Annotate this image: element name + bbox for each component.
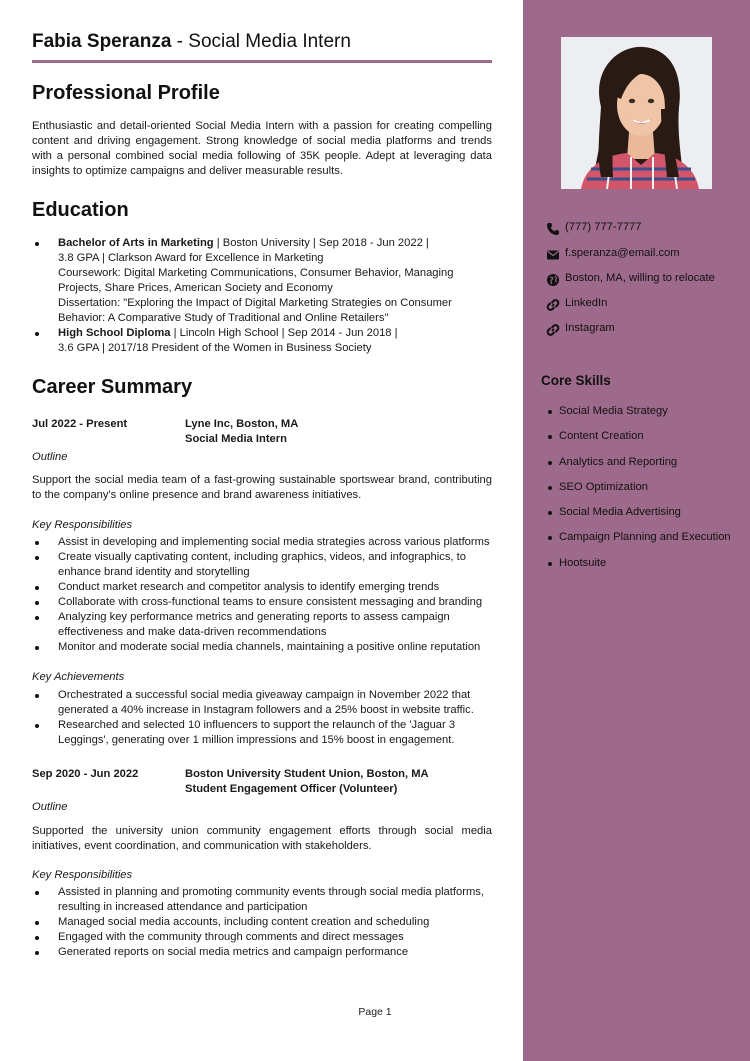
candidate-name: Fabia Speranza — [32, 31, 172, 52]
resume-header — [32, 31, 492, 53]
degree-details: | Boston University | Sep 2018 - Jun 2022 | — [213, 237, 429, 249]
list-item: Analyzing key performance metrics and generating reports to assess campaign effectiveness and make data-driven recommendations — [32, 610, 492, 640]
job-organization: Lyne Inc, Boston, MA — [185, 418, 299, 430]
location-text: Boston, MA, willing to relocate — [565, 272, 715, 284]
education-item — [32, 326, 492, 356]
contact-instagram — [546, 322, 736, 338]
skill-item: Social Media Strategy — [541, 404, 741, 429]
career-heading: Career Summary — [32, 376, 193, 398]
header-divider — [32, 60, 492, 63]
degree-details: | Lincoln High School | Sep 2014 - Jun 2018 | — [170, 327, 398, 339]
skill-item: Hootsuite — [541, 556, 741, 581]
job-outline: Supported the university union community engagement efforts through social media initiatives, event coordination, and communication with stakeholders. — [32, 825, 492, 852]
phone-icon — [546, 222, 560, 236]
skill-item: SEO Optimization — [541, 480, 741, 505]
job-header — [32, 767, 492, 797]
profile-photo-illustration — [561, 37, 712, 189]
job-organization: Boston University Student Union, Boston, MA — [185, 768, 429, 780]
envelope-icon — [546, 248, 560, 262]
education-heading: Education — [32, 199, 129, 221]
skill-item: Campaign Planning and Execution — [541, 530, 741, 555]
profile-photo — [561, 37, 712, 189]
education-list — [32, 236, 492, 356]
list-item: Generated reports on social media metrics and campaign performance — [32, 945, 492, 960]
outline-label: Outline — [32, 801, 68, 813]
job-header — [32, 417, 492, 447]
responsibilities-list — [32, 535, 492, 655]
skills-list — [541, 404, 741, 581]
profile-heading: Professional Profile — [32, 82, 220, 104]
contact-location — [546, 272, 736, 288]
degree-name: Bachelor of Arts in Marketing — [58, 237, 214, 249]
job-dates: Jul 2022 - Present — [32, 418, 128, 430]
responsibilities-label: Key Responsibilities — [32, 869, 133, 881]
outline-label: Outline — [32, 451, 68, 463]
skills-heading: Core Skills — [541, 373, 611, 388]
globe-icon — [546, 273, 560, 287]
skill-item: Content Creation — [541, 429, 741, 454]
list-item: Managed social media accounts, including content creation and scheduling — [32, 915, 492, 930]
list-item: Engaged with the community through comments and direct messages — [32, 930, 492, 945]
degree-name: High School Diploma — [58, 327, 171, 339]
page-number-text: Page 1 — [358, 1006, 392, 1018]
linkedin-link[interactable]: LinkedIn — [565, 297, 608, 309]
list-item: Assist in developing and implementing social media strategies across various platforms — [32, 535, 492, 550]
job-dates: Sep 2020 - Jun 2022 — [32, 768, 139, 780]
profile-text: Enthusiastic and detail-oriented Social Media Intern with a passion for creating compelling content and driving engagement. Strong knowledge of social media platforms and trends with a personal combined social media following of 35K people. Adept at leveraging data insights to optimize campaigns and deliver measurable results. — [32, 120, 492, 177]
education-line: 3.6 GPA | 2017/18 President of the Women in Business Society — [58, 342, 372, 354]
contact-linkedin — [546, 297, 736, 313]
list-item: Conduct market research and competitor analysis to identify emerging trends — [32, 580, 492, 595]
contact-phone — [546, 221, 736, 237]
list-item: Assisted in planning and promoting community events through social media platforms, resulting in increased attendance and participation — [32, 885, 492, 915]
list-item: Collaborate with cross-functional teams to ensure consistent messaging and branding — [32, 595, 492, 610]
page-number — [0, 1006, 750, 1018]
responsibilities-list — [32, 885, 492, 960]
education-item — [32, 236, 492, 326]
email-address[interactable]: f.speranza@email.com — [565, 247, 680, 259]
instagram-link[interactable]: Instagram — [565, 322, 615, 334]
job-position: Student Engagement Officer (Volunteer) — [185, 783, 398, 795]
list-item: Orchestrated a successful social media giveaway campaign in November 2022 that generated a 40% increase in Instagram followers and a 25% boost in website traffic. — [32, 688, 492, 718]
list-item: Researched and selected 10 influencers to support the relaunch of the 'Jaguar 3 Leggings', generating over 1 million impressions and 15% boost in engagement. — [32, 718, 492, 748]
header-separator: - — [171, 31, 189, 52]
achievements-label: Key Achievements — [32, 671, 125, 683]
skill-item: Social Media Advertising — [541, 505, 741, 530]
education-line: 3.8 GPA | Clarkson Award for Excellence in Marketing — [58, 252, 324, 264]
phone-number[interactable]: (777) 777-7777 — [565, 221, 642, 233]
education-line: Dissertation: "Exploring the Impact of Digital Marketing Strategies on Consumer Behavior: A Comparative Study of Traditional and Online Retailers" — [58, 297, 452, 324]
contact-email — [546, 247, 736, 263]
responsibilities-label: Key Responsibilities — [32, 519, 133, 531]
education-line: Coursework: Digital Marketing Communications, Consumer Behavior, Managing Projects, Share Prices, American Society and Economy — [58, 267, 454, 294]
job-outline: Support the social media team of a fast-growing sustainable sportswear brand, contributing to the company's online presence and brand awareness initiatives. — [32, 474, 492, 501]
link-icon — [546, 298, 560, 312]
candidate-role: Social Media Intern — [188, 31, 351, 52]
achievements-list — [32, 688, 492, 748]
link-icon — [546, 323, 560, 337]
list-item: Monitor and moderate social media channels, maintaining a positive online reputation — [32, 640, 492, 655]
list-item: Create visually captivating content, including graphics, videos, and infographics, to enhance brand identity and storytelling — [32, 550, 492, 580]
job-position: Social Media Intern — [185, 433, 287, 445]
skill-item: Analytics and Reporting — [541, 455, 741, 480]
